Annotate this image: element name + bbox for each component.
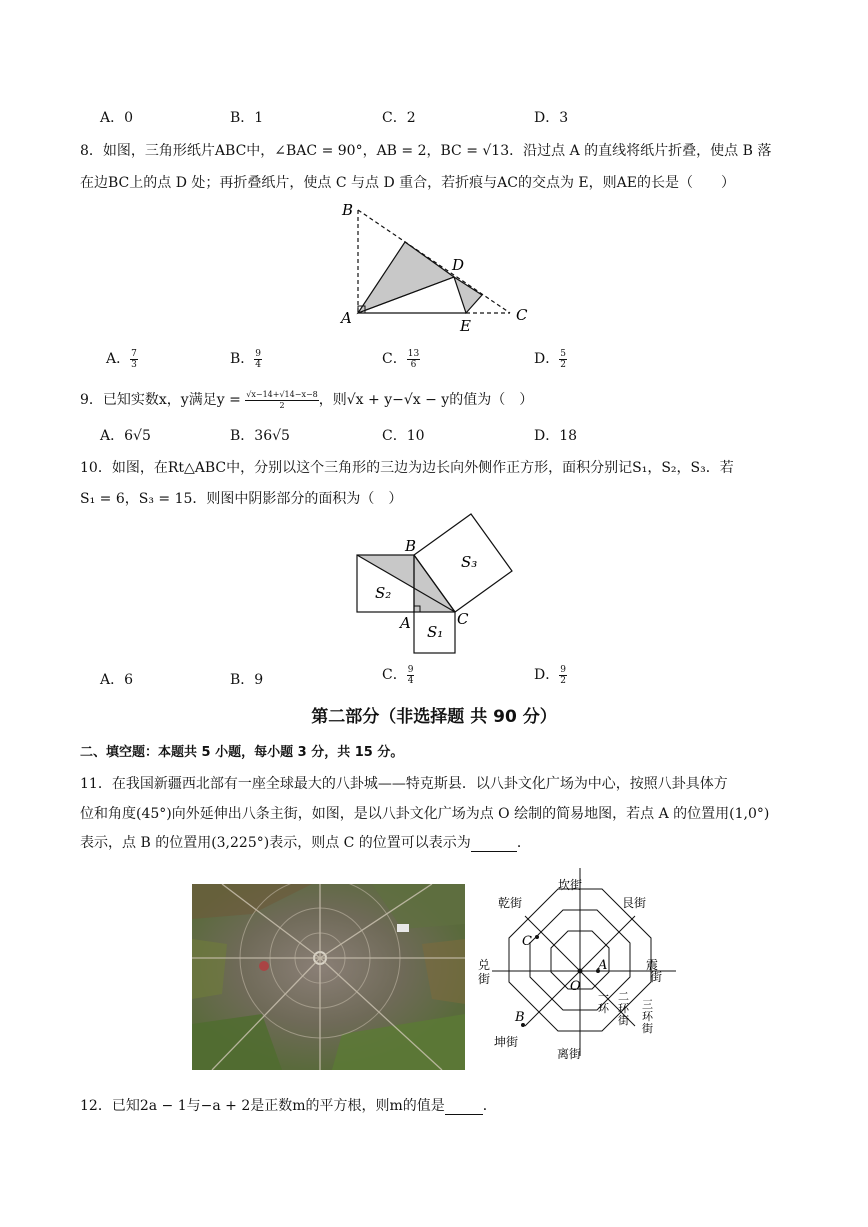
q10-label-a: A <box>400 614 411 632</box>
q8-option-a: A． $\frac{7}{3}$ <box>106 348 137 370</box>
q10-label-s2: S₂ <box>375 584 392 602</box>
q8-stem-line1: 8．如图，三角形纸片ABC中，∠BAC = 90°，AB = 2，BC = √13．沿过点 A 的直线将纸片折叠，使点 B 落 <box>80 143 772 159</box>
q10-stem-line1: 10．如图，在Rt△ABC中，分别以这个三角形的三边为边长向外侧作正方形，面积分别记S₁，S₂，S₃．若 <box>80 460 734 476</box>
q8-option-d: D． $\frac{5}{2}$ <box>534 348 566 370</box>
q9-option-d: D．18 <box>534 428 578 444</box>
q11-stem-line2: 位和角度(45°)向外延伸出八条主街，如图，是以八卦文化广场为点 O 绘制的简易地图，若点 A 的位置用(1,0°) <box>80 806 770 822</box>
q11-stem-line1: 11．在我国新疆西北部有一座全球最大的八卦城——特克斯县．以八卦文化广场为中心，按照八卦具体方 <box>80 776 728 792</box>
q8-option-b: B． $\frac{9}{4}$ <box>230 348 262 370</box>
q8-label-b: B <box>342 201 354 219</box>
q9-stem: 9．已知实数x，y满足y = $\frac{√x-14+√14-x-8}{2}$ ，则√x + y−√x − y的值为（ ） <box>80 389 534 410</box>
q9-option-b: B．36√5 <box>230 428 290 444</box>
map-label-ring1: 一环 <box>598 990 609 1015</box>
q10-squares-figure <box>345 510 520 660</box>
q7-option-c: C．2 <box>382 110 416 126</box>
q8-stem-line2: 在边BC上的点 D 处；再折叠纸片，使点 C 与点 D 重合，若折痕与AC的交点为 E，则AE的长是（ ） <box>80 175 735 191</box>
map-label-o: O <box>570 979 581 994</box>
map-label-zhen: 震街 <box>646 958 663 984</box>
map-label-ring2: 二环街 <box>618 990 629 1027</box>
q7-option-d: D．3 <box>534 110 569 126</box>
map-label-a: A <box>598 958 608 973</box>
map-label-dui-2: 街 <box>478 972 491 986</box>
part2-title: 第二部分（非选择题 共 90 分） <box>311 707 557 727</box>
q8-label-d: D <box>452 256 465 274</box>
q11-answer-blank[interactable] <box>471 851 517 852</box>
map-label-gen: 艮街 <box>622 896 647 910</box>
q12-stem: 12．已知2a − 1与−a + 2是正数m的平方根，则m的值是 ． <box>80 1098 497 1114</box>
map-label-kun: 坤街 <box>494 1035 519 1049</box>
map-label-qian: 乾街 <box>498 896 523 910</box>
map-label-ring3: 三环街 <box>642 998 653 1035</box>
map-label-dui-1: 兑 <box>478 958 491 972</box>
q8-triangle-figure <box>330 198 540 338</box>
q9-option-c: C．10 <box>382 428 425 444</box>
q8-option-c: C． $\frac{13}{6}$ <box>382 348 420 370</box>
section-heading: 二、填空题：本题共 5 小题，每小题 3 分，共 15 分。 <box>80 745 404 760</box>
q7-option-a: A．0 <box>100 110 134 126</box>
map-label-c: C <box>522 934 532 949</box>
q11-stem-line3: 表示，点 B 的位置用(3,225°)表示，则点 C 的位置可以表示为 ． <box>80 835 531 851</box>
aerial-city-photo <box>192 884 465 1070</box>
point-c <box>535 935 539 939</box>
bagua-street-map <box>470 858 682 1068</box>
q10-option-c: C． $\frac{9}{4}$ <box>382 664 414 686</box>
q9-option-a: A．6√5 <box>100 428 151 444</box>
q12-answer-blank[interactable] <box>445 1114 483 1115</box>
q8-label-c: C <box>516 306 528 324</box>
q10-label-b: B <box>405 537 417 555</box>
q10-stem-line2: S₁ = 6，S₃ = 15．则图中阴影部分的面积为（ ） <box>80 491 403 507</box>
q10-label-s3: S₃ <box>461 553 478 571</box>
q10-option-a: A．6 <box>100 672 134 688</box>
q7-option-b: B．1 <box>230 110 264 126</box>
q10-label-c: C <box>457 610 469 628</box>
q10-label-s1: S₁ <box>427 623 444 641</box>
map-label-b: B <box>515 1010 525 1025</box>
q10-option-b: B．9 <box>230 672 264 688</box>
map-label-li: 离街 <box>557 1047 582 1061</box>
q8-label-e: E <box>460 317 471 335</box>
map-label-kan: 坎街 <box>558 878 583 892</box>
q10-option-d: D． $\frac{9}{2}$ <box>534 664 566 686</box>
q8-label-a: A <box>341 309 352 327</box>
